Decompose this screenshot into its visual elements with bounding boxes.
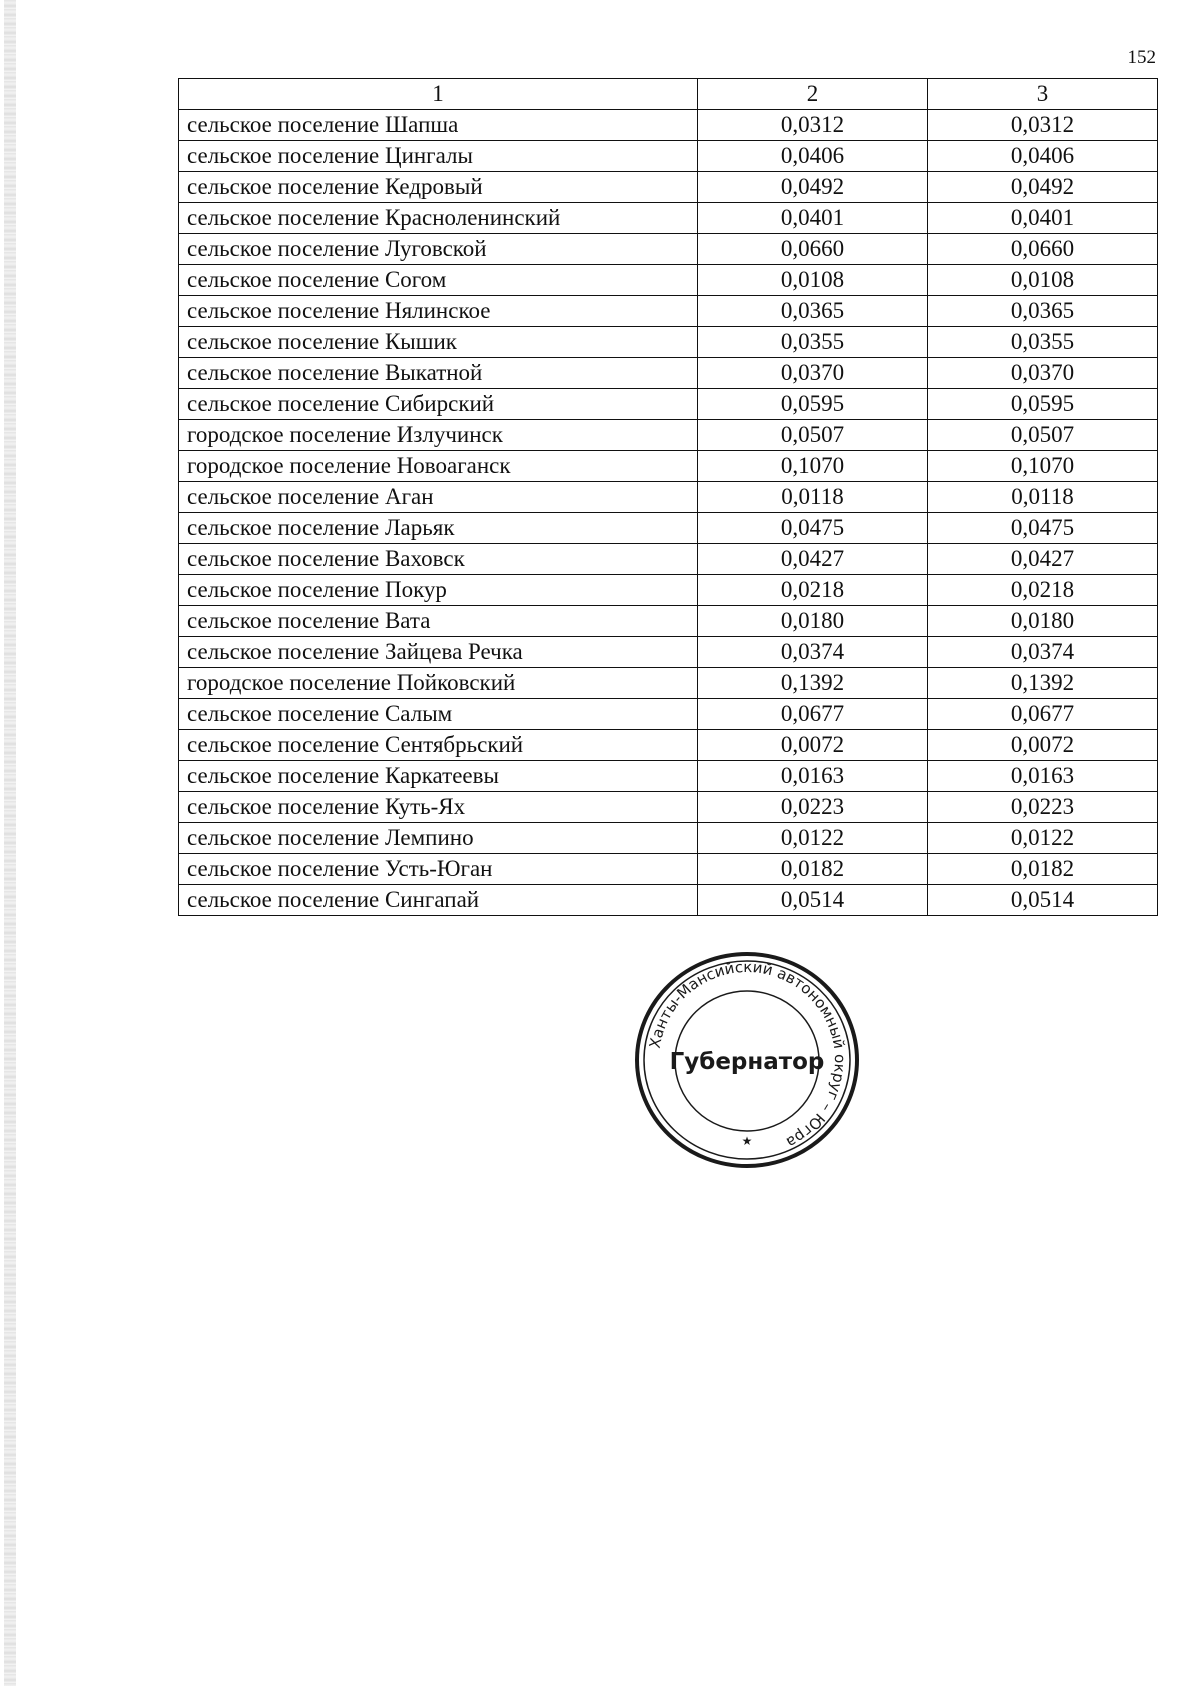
- value-cell-2: 0,0374: [698, 637, 928, 668]
- settlement-name-cell: сельское поселение Луговской: [179, 234, 698, 265]
- settlement-name-cell: сельское поселение Цингалы: [179, 141, 698, 172]
- value-cell-2: 0,0118: [698, 482, 928, 513]
- value-cell-3: 0,0374: [928, 637, 1158, 668]
- table-row: [179, 110, 1158, 141]
- table-row: [179, 265, 1158, 296]
- value-cell-3: 0,0475: [928, 513, 1158, 544]
- settlement-name-cell: городское поселение Новоаганск: [179, 451, 698, 482]
- table-row: [179, 234, 1158, 265]
- settlement-name-cell: городское поселение Излучинск: [179, 420, 698, 451]
- settlement-name-cell: сельское поселение Лемпино: [179, 823, 698, 854]
- settlement-name-cell: сельское поселение Аган: [179, 482, 698, 513]
- table-row: [179, 296, 1158, 327]
- value-cell-2: 0,0595: [698, 389, 928, 420]
- settlement-name-cell: сельское поселение Салым: [179, 699, 698, 730]
- value-cell-3: 0,0595: [928, 389, 1158, 420]
- value-cell-3: 0,0677: [928, 699, 1158, 730]
- settlement-name-cell: сельское поселение Выкатной: [179, 358, 698, 389]
- value-cell-3: 0,1070: [928, 451, 1158, 482]
- value-cell-3: 0,0492: [928, 172, 1158, 203]
- table-header-row: [179, 79, 1158, 110]
- table-row: [179, 172, 1158, 203]
- governor-seal: [632, 945, 862, 1175]
- settlement-name-cell: сельское поселение Ларьяк: [179, 513, 698, 544]
- settlement-name-cell: сельское поселение Нялинское: [179, 296, 698, 327]
- value-cell-2: 0,0507: [698, 420, 928, 451]
- value-cell-3: 0,0218: [928, 575, 1158, 606]
- page-number: 152: [1127, 47, 1156, 68]
- table-row: [179, 885, 1158, 916]
- table-row: [179, 575, 1158, 606]
- value-cell-3: 0,0507: [928, 420, 1158, 451]
- settlement-name-cell: сельское поселение Согом: [179, 265, 698, 296]
- settlement-name-cell: сельское поселение Ваховск: [179, 544, 698, 575]
- settlement-name-cell: сельское поселение Кедровый: [179, 172, 698, 203]
- value-cell-3: 0,0406: [928, 141, 1158, 172]
- table-row: [179, 823, 1158, 854]
- value-cell-3: 0,0401: [928, 203, 1158, 234]
- value-cell-3: 0,0118: [928, 482, 1158, 513]
- value-cell-2: 0,0108: [698, 265, 928, 296]
- scan-edge: [4, 0, 16, 1686]
- table-row: [179, 792, 1158, 823]
- settlement-name-cell: сельское поселение Сибирский: [179, 389, 698, 420]
- table-row: [179, 482, 1158, 513]
- table-row: [179, 358, 1158, 389]
- table-row: [179, 420, 1158, 451]
- value-cell-3: 0,1392: [928, 668, 1158, 699]
- settlement-name-cell: сельское поселение Сингапай: [179, 885, 698, 916]
- settlement-name-cell: сельское поселение Красноленинский: [179, 203, 698, 234]
- value-cell-3: 0,0312: [928, 110, 1158, 141]
- value-cell-2: 0,0122: [698, 823, 928, 854]
- value-cell-3: 0,0180: [928, 606, 1158, 637]
- value-cell-3: 0,0355: [928, 327, 1158, 358]
- table-row: [179, 544, 1158, 575]
- value-cell-2: 0,0427: [698, 544, 928, 575]
- value-cell-2: 0,0660: [698, 234, 928, 265]
- seal-star-icon: ★: [741, 1134, 753, 1148]
- value-cell-2: 0,1392: [698, 668, 928, 699]
- table-row: [179, 854, 1158, 885]
- value-cell-2: 0,0475: [698, 513, 928, 544]
- value-cell-2: 0,0182: [698, 854, 928, 885]
- settlement-name-cell: сельское поселение Шапша: [179, 110, 698, 141]
- seal-center-text: Губернатор: [669, 1049, 825, 1075]
- settlement-name-cell: сельское поселение Зайцева Речка: [179, 637, 698, 668]
- value-cell-2: 0,0223: [698, 792, 928, 823]
- table-row: [179, 203, 1158, 234]
- value-cell-2: 0,0492: [698, 172, 928, 203]
- value-cell-2: 0,0370: [698, 358, 928, 389]
- value-cell-3: 0,0223: [928, 792, 1158, 823]
- value-cell-2: 0,0218: [698, 575, 928, 606]
- header-cell-2: 2: [698, 79, 928, 110]
- settlement-name-cell: сельское поселение Сентябрьский: [179, 730, 698, 761]
- value-cell-3: 0,0108: [928, 265, 1158, 296]
- table-row: [179, 761, 1158, 792]
- settlement-name-cell: сельское поселение Вата: [179, 606, 698, 637]
- value-cell-2: 0,0180: [698, 606, 928, 637]
- settlement-name-cell: сельское поселение Каркатеевы: [179, 761, 698, 792]
- value-cell-3: 0,0370: [928, 358, 1158, 389]
- value-cell-2: 0,0406: [698, 141, 928, 172]
- settlement-name-cell: сельское поселение Кышик: [179, 327, 698, 358]
- settlement-name-cell: сельское поселение Куть-Ях: [179, 792, 698, 823]
- value-cell-2: 0,0514: [698, 885, 928, 916]
- value-cell-2: 0,0677: [698, 699, 928, 730]
- table-row: [179, 668, 1158, 699]
- value-cell-3: 0,0072: [928, 730, 1158, 761]
- table-row: [179, 513, 1158, 544]
- table-row: [179, 606, 1158, 637]
- value-cell-2: 0,0365: [698, 296, 928, 327]
- table-row: [179, 327, 1158, 358]
- data-table: [178, 78, 1158, 916]
- value-cell-2: 0,0163: [698, 761, 928, 792]
- value-cell-3: 0,0514: [928, 885, 1158, 916]
- header-cell-1: 1: [179, 79, 698, 110]
- value-cell-2: 0,0355: [698, 327, 928, 358]
- settlement-name-cell: сельское поселение Усть-Юган: [179, 854, 698, 885]
- value-cell-2: 0,0401: [698, 203, 928, 234]
- value-cell-3: 0,0660: [928, 234, 1158, 265]
- table-row: [179, 699, 1158, 730]
- value-cell-3: 0,0365: [928, 296, 1158, 327]
- table-row: [179, 389, 1158, 420]
- table-row: [179, 730, 1158, 761]
- value-cell-3: 0,0122: [928, 823, 1158, 854]
- value-cell-2: 0,0312: [698, 110, 928, 141]
- value-cell-3: 0,0163: [928, 761, 1158, 792]
- table-row: [179, 637, 1158, 668]
- value-cell-3: 0,0182: [928, 854, 1158, 885]
- value-cell-2: 0,1070: [698, 451, 928, 482]
- table-row: [179, 141, 1158, 172]
- value-cell-3: 0,0427: [928, 544, 1158, 575]
- settlement-name-cell: сельское поселение Покур: [179, 575, 698, 606]
- settlement-name-cell: городское поселение Пойковский: [179, 668, 698, 699]
- table-row: [179, 451, 1158, 482]
- header-cell-3: 3: [928, 79, 1158, 110]
- value-cell-2: 0,0072: [698, 730, 928, 761]
- seal-ring-text: Ханты-Мансийский автономный округ – Югра: [645, 957, 850, 1152]
